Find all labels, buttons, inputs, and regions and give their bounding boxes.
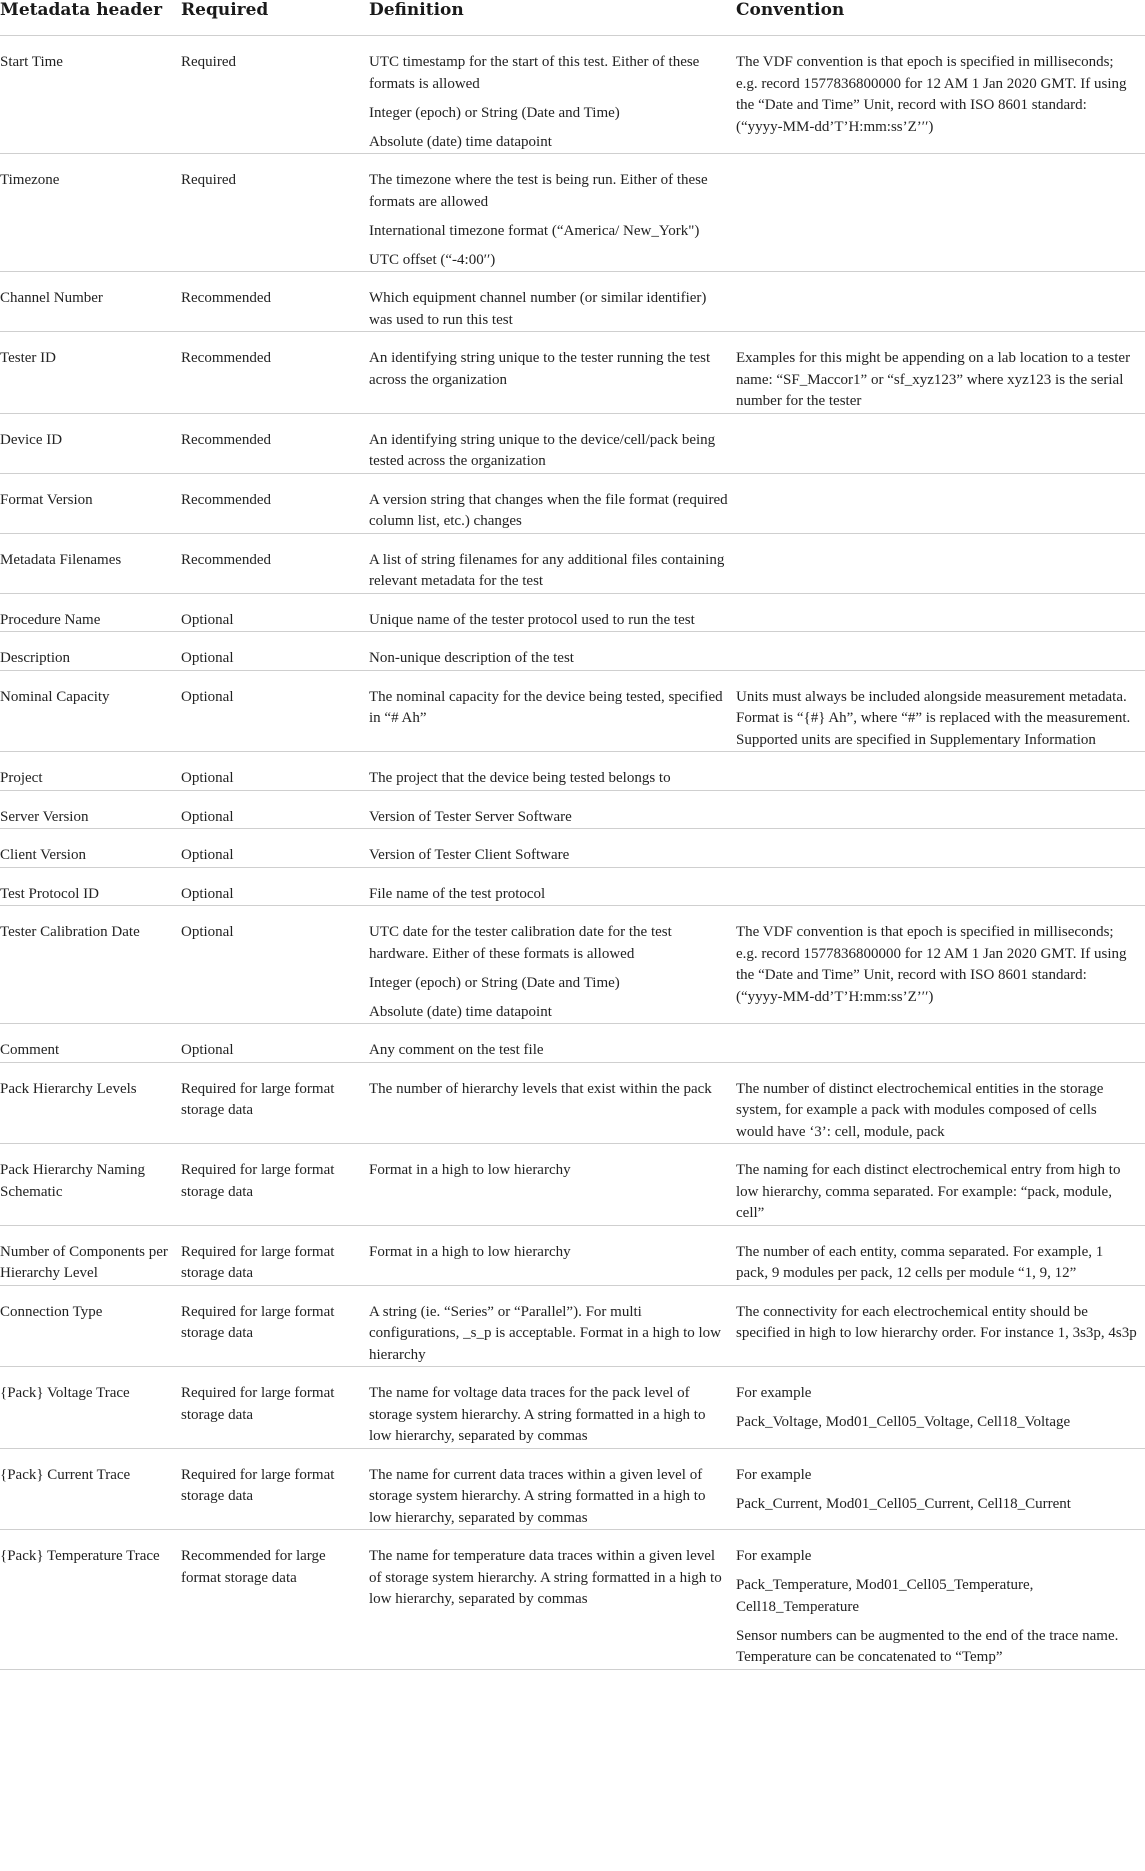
definition-cell	[369, 768, 736, 790]
convention-paragraph: Sensor numbers can be augmented to the end of the trace name. Temperature can be concatenated to “Temp”	[736, 1627, 1119, 1665]
metadata-header-cell: Device ID	[0, 431, 63, 448]
definition-cell	[369, 1546, 736, 1669]
metadata-header-cell: {Pack} Voltage Trace	[0, 1385, 130, 1401]
convention-paragraph: Examples for this might be appending on a lab location to a tester name: “SF_Maccor1” or “sf_xyz123” where xyz123 is the serial number for the tester	[736, 350, 1131, 409]
table-row	[0, 534, 1145, 594]
definition-paragraph: Version of Tester Client Software	[369, 847, 570, 863]
metadata-header-cell: Pack Hierarchy Levels	[0, 1080, 137, 1097]
convention-paragraph: The number of each entity, comma separated. For example, 1 pack, 9 modules per pack, 12 cells per module “1, 9, 12”	[736, 1243, 1104, 1281]
definition-cell	[369, 807, 736, 829]
convention-cell	[736, 288, 1145, 331]
metadata-header-cell: Pack Hierarchy Naming Schematic	[0, 1162, 145, 1200]
definition-cell	[369, 490, 736, 533]
required-cell: Required	[181, 172, 236, 188]
definition-cell	[369, 288, 736, 331]
definition-paragraph: Which equipment channel number (or similar identifier) was used to run this test	[369, 290, 707, 328]
required-cell: Required for large format storage data	[181, 1162, 335, 1200]
definition-cell	[369, 348, 736, 413]
metadata-header-cell: Tester ID	[0, 350, 57, 366]
definition-cell	[369, 1040, 736, 1062]
definition-cell	[369, 884, 736, 906]
metadata-header-cell: Format Version	[0, 491, 93, 508]
definition-cell	[369, 1383, 736, 1448]
required-cell: Optional	[181, 650, 234, 666]
convention-paragraph: The connectivity for each electrochemical entity should be specified in high to low hierarchy order. For instance 1, 3s3p, 4s3p	[736, 1303, 1137, 1341]
convention-paragraph: The VDF convention is that epoch is specified in milliseconds; e.g. record 1577836800000 for 12 AM 1 Jan 2020 GMT. If using the “Date and Time” Unit, record with ISO 8601 standard: (“yyyy-MM-dd’T’H:mm:ss’Z’′′)	[736, 924, 1127, 1005]
metadata-header-cell: Channel Number	[0, 290, 103, 306]
convention-cell	[736, 52, 1145, 153]
required-cell: Required for large format storage data	[181, 1303, 335, 1341]
definition-paragraph: UTC date for the tester calibration date for the test hardware. Either of these formats is allowed	[369, 924, 672, 962]
column-header-definition: Definition	[369, 0, 464, 20]
convention-cell	[736, 348, 1145, 413]
table-row	[0, 594, 1145, 633]
definition-cell	[369, 430, 736, 473]
convention-paragraph: Pack_Voltage, Mod01_Cell05_Voltage, Cell18_Voltage	[736, 1414, 1071, 1430]
definition-cell	[369, 1242, 736, 1285]
definition-paragraph: Version of Tester Server Software	[369, 808, 572, 825]
definition-cell	[369, 845, 736, 867]
definition-paragraph: An identifying string unique to the device/cell/pack being tested across the organization	[369, 431, 716, 469]
metadata-header-cell: Description	[0, 650, 70, 666]
required-cell: Required for large format storage data	[181, 1466, 335, 1504]
convention-cell	[736, 1383, 1145, 1448]
required-cell: Optional	[181, 924, 234, 940]
convention-cell	[736, 1079, 1145, 1144]
convention-cell	[736, 1302, 1145, 1367]
convention-paragraph: The VDF convention is that epoch is specified in milliseconds; e.g. record 1577836800000 for 12 AM 1 Jan 2020 GMT. If using the “Date and Time” Unit, record with ISO 8601 standard: (“yyyy-MM-dd’T’H:mm:ss’Z’′′)	[736, 54, 1127, 135]
convention-paragraph: Pack_Current, Mod01_Cell05_Current, Cell18_Current	[736, 1495, 1071, 1512]
definition-cell	[369, 52, 736, 153]
table-row	[0, 791, 1145, 830]
metadata-header-cell: Metadata Filenames	[0, 551, 122, 568]
convention-cell	[736, 1546, 1145, 1669]
definition-cell	[369, 922, 736, 1023]
table-row	[0, 868, 1145, 907]
table-body	[0, 36, 1145, 1670]
required-cell: Required for large format storage data	[181, 1385, 335, 1423]
convention-cell	[736, 768, 1145, 790]
convention-paragraph: The number of distinct electrochemical entities in the storage system, for example a pack with modules composed of cells would have ‘3’: cell, module, pack	[736, 1080, 1104, 1140]
definition-cell	[369, 610, 736, 632]
definition-paragraph: A list of string filenames for any additional files containing relevant metadata for the test	[369, 551, 725, 589]
convention-cell	[736, 845, 1145, 867]
required-cell: Required for large format storage data	[181, 1243, 335, 1281]
convention-paragraph: For example	[736, 1548, 812, 1564]
table-row	[0, 906, 1145, 1024]
required-cell: Recommended	[181, 350, 271, 366]
column-header-convention: Convention	[736, 0, 845, 20]
required-cell: Optional	[181, 885, 234, 902]
required-cell: Recommended	[181, 551, 271, 568]
definition-paragraph: UTC offset (“-4:00′′)	[369, 251, 496, 268]
metadata-header-cell: Project	[0, 770, 43, 786]
required-cell: Optional	[181, 770, 234, 786]
definition-cell	[369, 1160, 736, 1225]
definition-paragraph: The timezone where the test is being run. Either of these formats are allowed	[369, 172, 708, 210]
required-cell: Required for large format storage data	[181, 1080, 335, 1118]
definition-paragraph: A string (ie. “Series” or “Parallel”). For multi configurations, _s_p is acceptable. Format in a high to low hierarchy	[369, 1303, 722, 1363]
definition-paragraph: The nominal capacity for the device being tested, specified in “# Ah”	[369, 688, 723, 726]
convention-paragraph: For example	[736, 1385, 812, 1401]
metadata-header-cell: Test Protocol ID	[0, 885, 99, 902]
required-cell: Optional	[181, 847, 234, 863]
required-cell: Optional	[181, 808, 234, 825]
definition-cell	[369, 687, 736, 752]
table-row	[0, 671, 1145, 753]
metadata-header-cell: {Pack} Temperature Trace	[0, 1548, 160, 1564]
convention-cell	[736, 807, 1145, 829]
definition-cell	[369, 1302, 736, 1367]
convention-cell	[736, 610, 1145, 632]
definition-cell	[369, 648, 736, 670]
definition-paragraph: Non-unique description of the test	[369, 650, 574, 666]
definition-paragraph: International timezone format (“America/ New_York")	[369, 222, 700, 239]
required-cell: Recommended	[181, 290, 271, 306]
metadata-header-cell: Number of Components per Hierarchy Level	[0, 1243, 168, 1281]
convention-paragraph: Pack_Temperature, Mod01_Cell05_Temperature, Cell18_Temperature	[736, 1577, 1034, 1615]
required-cell: Optional	[181, 688, 234, 705]
table-row	[0, 829, 1145, 868]
definition-paragraph: The name for voltage data traces for the pack level of storage system hierarchy. A string formatted in a high to low hierarchy, separated by commas	[369, 1385, 706, 1444]
convention-cell	[736, 550, 1145, 593]
table-row	[0, 1286, 1145, 1368]
convention-cell	[736, 922, 1145, 1023]
definition-paragraph: Integer (epoch) or String (Date and Time)	[369, 104, 620, 121]
table-row	[0, 1063, 1145, 1145]
convention-cell	[736, 648, 1145, 670]
metadata-header-cell: Start Time	[0, 54, 63, 70]
required-cell: Recommended	[181, 431, 271, 448]
definition-paragraph: The name for current data traces within a given level of storage system hierarchy. A string formatted in a high to low hierarchy, separated by commas	[369, 1466, 706, 1526]
definition-paragraph: The number of hierarchy levels that exist within the pack	[369, 1080, 712, 1097]
table-row	[0, 1226, 1145, 1286]
convention-paragraph: The naming for each distinct electrochemical entry from high to low hierarchy, comma separated. For example: “pack, module, cell”	[736, 1162, 1121, 1221]
definition-cell	[369, 1079, 736, 1144]
table-row	[0, 474, 1145, 534]
table-row	[0, 1367, 1145, 1449]
metadata-header-cell: Nominal Capacity	[0, 688, 110, 705]
definition-paragraph: A version string that changes when the file format (required column list, etc.) changes	[369, 491, 728, 529]
definition-paragraph: Unique name of the tester protocol used to run the test	[369, 611, 695, 628]
metadata-header-cell: Timezone	[0, 172, 60, 188]
definition-paragraph: Integer (epoch) or String (Date and Time)	[369, 974, 620, 991]
metadata-header-cell: Client Version	[0, 847, 86, 863]
required-cell: Recommended	[181, 491, 271, 508]
definition-paragraph: Any comment on the test file	[369, 1042, 544, 1058]
table-header-row	[0, 0, 1145, 36]
definition-paragraph: Format in a high to low hierarchy	[369, 1162, 571, 1178]
table-row	[0, 36, 1145, 154]
convention-paragraph: For example	[736, 1466, 812, 1483]
required-cell: Optional	[181, 611, 234, 628]
required-cell: Optional	[181, 1042, 234, 1058]
metadata-header-cell: Comment	[0, 1042, 60, 1058]
convention-cell	[736, 170, 1145, 271]
definition-paragraph: UTC timestamp for the start of this test. Either of these formats is allowed	[369, 54, 700, 92]
table-row	[0, 632, 1145, 671]
table-row	[0, 414, 1145, 474]
convention-cell	[736, 1160, 1145, 1225]
required-cell: Required	[181, 54, 236, 70]
convention-paragraph: Units must always be included alongside measurement metadata. Format is “{#} Ah”, where “#” is replaced with the measurement. Supported units are specified in Supplementary Information	[736, 688, 1131, 748]
definition-cell	[369, 550, 736, 593]
table-row	[0, 752, 1145, 791]
definition-cell	[369, 170, 736, 271]
metadata-header-cell: Connection Type	[0, 1303, 103, 1320]
metadata-header-cell: Server Version	[0, 808, 89, 825]
convention-cell	[736, 490, 1145, 533]
definition-paragraph: The name for temperature data traces within a given level of storage system hierarchy. A string formatted in a high to low hierarchy, separated by commas	[369, 1548, 722, 1607]
table-row	[0, 1449, 1145, 1531]
definition-paragraph: File name of the test protocol	[369, 885, 546, 902]
definition-paragraph: An identifying string unique to the tester running the test across the organization	[369, 350, 711, 388]
table-row	[0, 154, 1145, 272]
table-row	[0, 332, 1145, 414]
required-cell: Recommended for large format storage data	[181, 1548, 326, 1586]
table-row	[0, 272, 1145, 332]
table-row	[0, 1024, 1145, 1063]
definition-paragraph: Absolute (date) time datapoint	[369, 133, 552, 150]
convention-cell	[736, 1242, 1145, 1285]
convention-cell	[736, 430, 1145, 473]
metadata-header-cell: Tester Calibration Date	[0, 924, 140, 940]
column-header-metadata: Metadata header	[0, 0, 163, 20]
table-row	[0, 1530, 1145, 1670]
convention-cell	[736, 687, 1145, 752]
definition-paragraph: Absolute (date) time datapoint	[369, 1003, 552, 1020]
convention-cell	[736, 884, 1145, 906]
table-row	[0, 1144, 1145, 1226]
column-header-required: Required	[181, 0, 269, 20]
definition-cell	[369, 1465, 736, 1530]
definition-paragraph: Format in a high to low hierarchy	[369, 1243, 571, 1260]
definition-paragraph: The project that the device being tested belongs to	[369, 770, 671, 786]
metadata-header-cell: {Pack} Current Trace	[0, 1466, 131, 1483]
convention-cell	[736, 1465, 1145, 1530]
convention-cell	[736, 1040, 1145, 1062]
metadata-header-cell: Procedure Name	[0, 611, 101, 628]
